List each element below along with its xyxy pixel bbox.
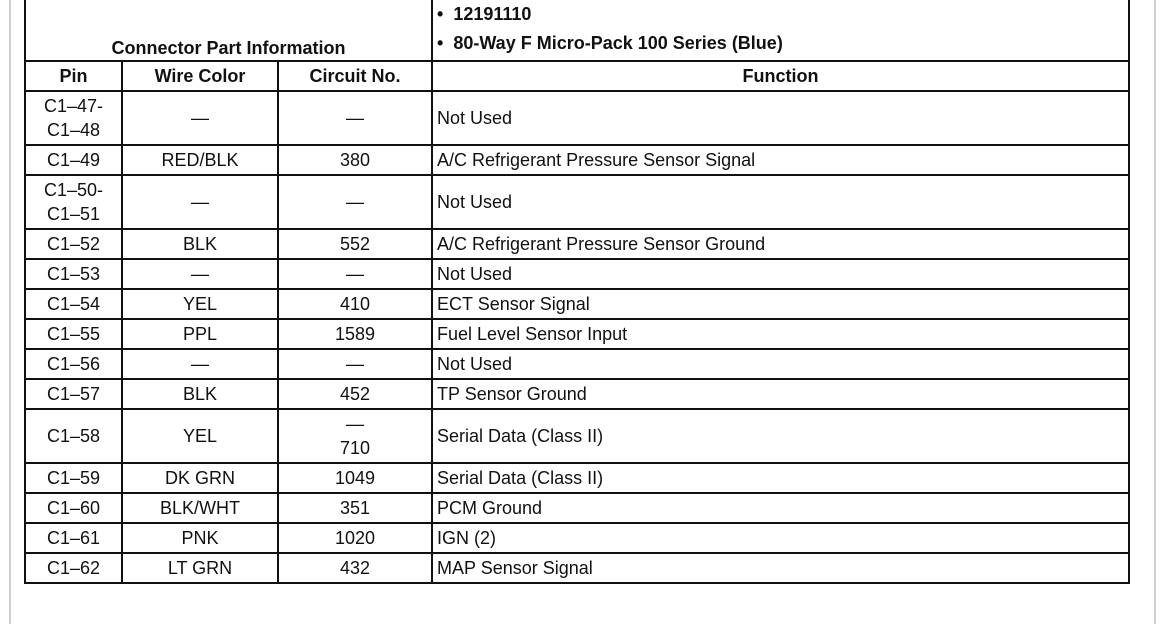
wire-color-cell: —	[122, 259, 278, 289]
pin-text: C1–57	[46, 384, 101, 404]
circuit-text: —	[346, 414, 365, 434]
column-header-function: Function	[432, 61, 1129, 91]
table-row	[25, 289, 1129, 319]
function-cell: MAP Sensor Signal	[432, 553, 1129, 583]
connector-part-number: • 12191110	[437, 4, 532, 24]
wire-color-cell: RED/BLK	[122, 145, 278, 175]
circuit-text: —	[346, 192, 365, 212]
column-header-pin: Pin	[25, 61, 122, 91]
pin-cell	[25, 523, 122, 553]
wire-color-cell: BLK	[122, 379, 278, 409]
wire-color-cell: LT GRN	[122, 553, 278, 583]
connector-description: • 80-Way F Micro-Pack 100 Series (Blue)	[437, 33, 783, 53]
circuit-text: 1020	[334, 528, 376, 548]
table-row	[25, 175, 1129, 229]
pin-text: C1–56	[46, 354, 101, 374]
function-cell: Fuel Level Sensor Input	[432, 319, 1129, 349]
circuit-number-cell	[278, 493, 432, 523]
pin-text: C1–60	[46, 498, 101, 518]
table-row	[25, 349, 1129, 379]
page-edge-left	[9, 0, 11, 624]
table-row	[25, 553, 1129, 583]
part-number-text: 12191110	[453, 4, 532, 24]
circuit-text: 410	[339, 294, 371, 314]
pin-cell	[25, 259, 122, 289]
function-cell: Serial Data (Class II)	[432, 463, 1129, 493]
table-row	[25, 493, 1129, 523]
wire-color-cell: DK GRN	[122, 463, 278, 493]
circuit-number-cell	[278, 145, 432, 175]
circuit-number-cell	[278, 463, 432, 493]
function-cell: A/C Refrigerant Pressure Sensor Ground	[432, 229, 1129, 259]
pin-cell	[25, 463, 122, 493]
wire-color-cell: PPL	[122, 319, 278, 349]
table-row	[25, 319, 1129, 349]
pin-cell	[25, 349, 122, 379]
circuit-text: 380	[339, 150, 371, 170]
pin-text: C1–48	[46, 120, 101, 140]
circuit-text: 452	[339, 384, 371, 404]
circuit-text: 1049	[334, 468, 376, 488]
pin-text: C1–62	[46, 558, 101, 578]
circuit-text: —	[346, 264, 365, 284]
table-row	[25, 229, 1129, 259]
wire-color-cell: YEL	[122, 289, 278, 319]
pin-text: C1–52	[46, 234, 101, 254]
wire-color-cell: PNK	[122, 523, 278, 553]
circuit-number-cell	[278, 175, 432, 229]
circuit-text: 552	[339, 234, 371, 254]
pin-cell	[25, 553, 122, 583]
circuit-number-cell	[278, 319, 432, 349]
pin-text: C1–55	[46, 324, 101, 344]
circuit-number-cell	[278, 229, 432, 259]
pin-text: C1–54	[46, 294, 101, 314]
pin-cell	[25, 91, 122, 145]
pin-cell	[25, 379, 122, 409]
connector-pin-table	[24, 0, 1130, 584]
pin-cell	[25, 145, 122, 175]
pin-cell	[25, 493, 122, 523]
function-cell: Not Used	[432, 91, 1129, 145]
circuit-number-cell	[278, 379, 432, 409]
circuit-text: —	[346, 354, 365, 374]
pin-cell	[25, 175, 122, 229]
function-cell: Not Used	[432, 349, 1129, 379]
column-header-circuit-no: Circuit No.	[278, 61, 432, 91]
pin-cell	[25, 229, 122, 259]
table-row	[25, 463, 1129, 493]
circuit-text: 710	[339, 438, 371, 458]
circuit-number-cell	[278, 553, 432, 583]
column-header-wire-color: Wire Color	[122, 61, 278, 91]
pin-text: C1–58	[46, 426, 101, 446]
pin-cell	[25, 319, 122, 349]
table-row	[25, 379, 1129, 409]
function-cell: ECT Sensor Signal	[432, 289, 1129, 319]
circuit-number-cell	[278, 349, 432, 379]
circuit-number-cell	[278, 409, 432, 463]
function-cell: Serial Data (Class II)	[432, 409, 1129, 463]
circuit-number-cell	[278, 289, 432, 319]
table-row	[25, 523, 1129, 553]
wire-color-cell: YEL	[122, 409, 278, 463]
circuit-number-cell	[278, 523, 432, 553]
connector-description-text: 80-Way F Micro-Pack 100 Series (Blue)	[453, 33, 783, 53]
function-cell: TP Sensor Ground	[432, 379, 1129, 409]
wire-color-cell: BLK/WHT	[122, 493, 278, 523]
pin-text: C1–50-	[43, 180, 104, 200]
pin-text: C1–53	[46, 264, 101, 284]
column-header-row	[25, 61, 1129, 91]
pin-cell	[25, 409, 122, 463]
wire-color-cell: —	[122, 175, 278, 229]
table-row	[25, 91, 1129, 145]
pin-text: C1–59	[46, 468, 101, 488]
function-cell: Not Used	[432, 259, 1129, 289]
circuit-number-cell	[278, 91, 432, 145]
wire-color-cell: —	[122, 91, 278, 145]
connector-part-information-label: Connector Part Information	[25, 0, 432, 61]
circuit-text: 432	[339, 558, 371, 578]
pin-text: C1–47-	[43, 96, 104, 116]
function-cell: PCM Ground	[432, 493, 1129, 523]
pin-text: C1–49	[46, 150, 101, 170]
pin-text: C1–51	[46, 204, 101, 224]
circuit-number-cell	[278, 259, 432, 289]
function-cell: A/C Refrigerant Pressure Sensor Signal	[432, 145, 1129, 175]
connector-info-row	[25, 0, 1129, 61]
pin-text: C1–61	[46, 528, 101, 548]
wire-color-cell: —	[122, 349, 278, 379]
table-row	[25, 409, 1129, 463]
wire-color-cell: BLK	[122, 229, 278, 259]
table-row	[25, 259, 1129, 289]
table-row	[25, 145, 1129, 175]
page-edge-right	[1154, 0, 1156, 624]
circuit-text: 351	[339, 498, 371, 518]
circuit-text: —	[346, 108, 365, 128]
pin-cell	[25, 289, 122, 319]
function-cell: IGN (2)	[432, 523, 1129, 553]
connector-part-info	[432, 0, 1129, 61]
function-cell: Not Used	[432, 175, 1129, 229]
circuit-text: 1589	[334, 324, 376, 344]
